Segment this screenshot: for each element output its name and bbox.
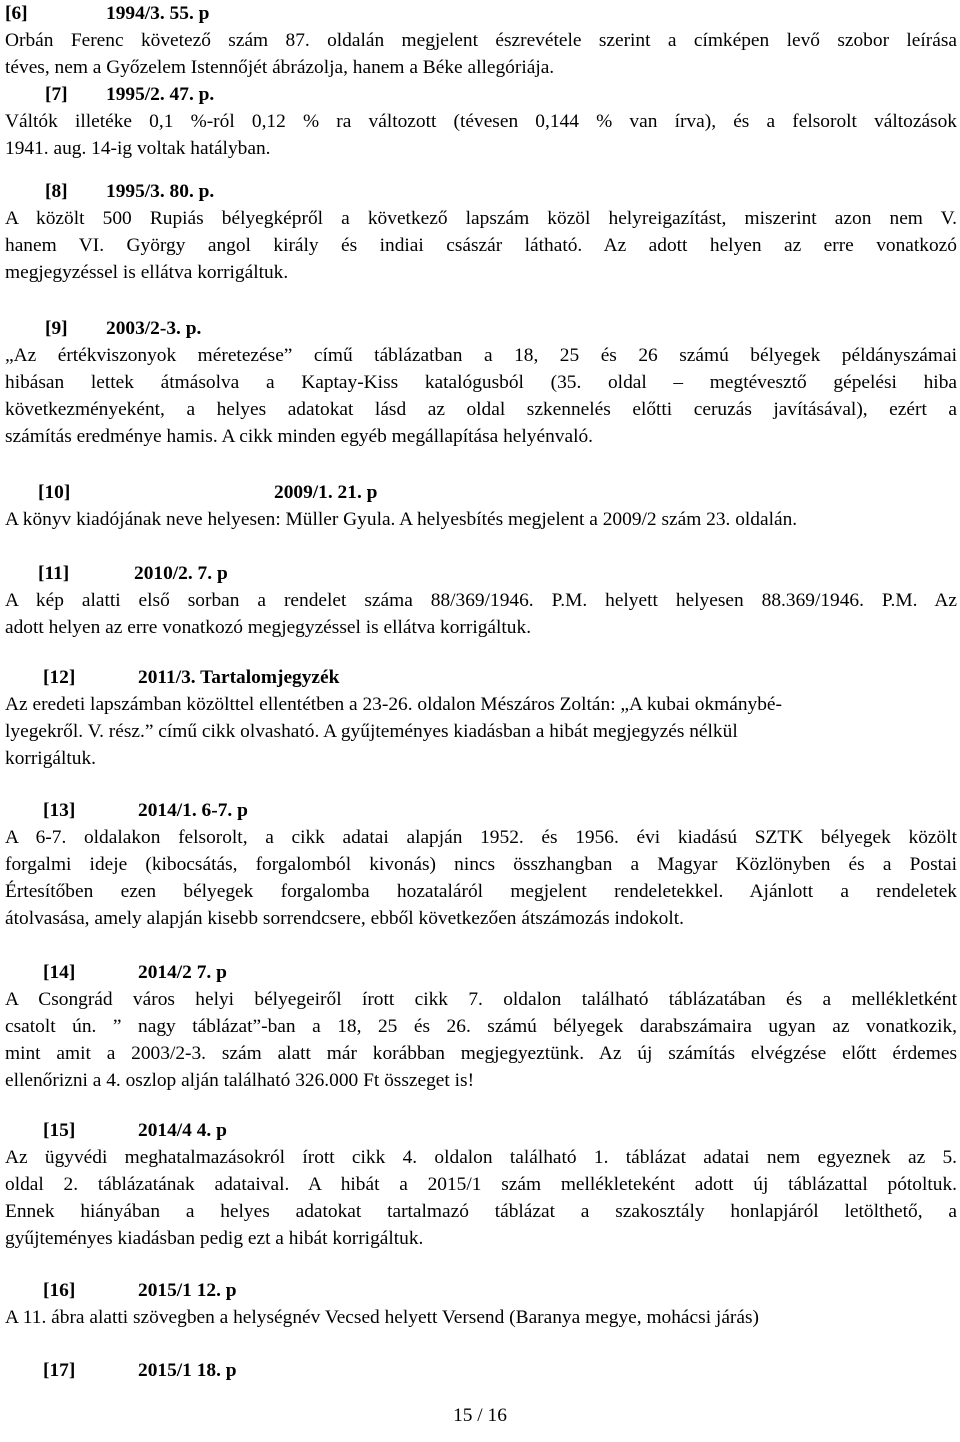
text-line: 1941. aug. 14-ig voltak hatályban.	[5, 138, 271, 159]
entry-number: [15]	[43, 1120, 76, 1141]
erratum-entry-9	[5, 315, 957, 450]
page-number: 15 / 16	[453, 1405, 507, 1426]
text-line: csatolt ún. ” nagy táblázat”-ban a 18, 25 és 26. számú bélyegek darabszámaira ugyan az vonatkozik,	[5, 1016, 957, 1037]
entry-reference: 2014/1. 6-7. p	[138, 800, 248, 821]
erratum-entry-15	[5, 1117, 957, 1252]
entry-header	[5, 1117, 957, 1144]
entry-text	[5, 27, 957, 81]
entry-text	[5, 986, 957, 1094]
text-line: Az ügyvédi meghatalmazásokról írott cikk 4. oldalon található 1. táblázat adatai nem egyeznek az 5.	[5, 1147, 957, 1168]
text-line: „Az értékviszonyok méretezése” című táblázatban a 18, 25 és 26 számú bélyegek példányszámai	[5, 345, 957, 366]
entry-reference: 2003/2-3. p.	[106, 318, 202, 339]
entry-header	[5, 959, 957, 986]
text-line: A könyv kiadójának neve helyesen: Müller Gyula. A helyesbítés megjelent a 2009/2 szám 23. oldalán.	[5, 509, 798, 530]
entry-reference: 1994/3. 55. p	[106, 3, 210, 24]
entry-text	[5, 1304, 957, 1331]
entry-text	[5, 691, 957, 772]
entry-text	[5, 587, 957, 641]
text-line: következményeként, a helyes adatokat lásd az oldal szkennelés előtti ceruzás javításával), ezért a	[5, 399, 957, 420]
entry-header	[5, 1277, 957, 1304]
text-line: forgalmi ideje (kibocsátás, forgalomból kivonás) nincs összhangban a Magyar Közlönyben és a Postai	[5, 854, 957, 875]
entry-number: [6]	[5, 3, 28, 24]
erratum-entry-13	[5, 797, 957, 932]
entry-text	[5, 108, 957, 162]
text-line: gyűjteményes kiadásban pedig ezt a hibát korrigáltuk.	[5, 1228, 424, 1249]
entry-text	[5, 506, 957, 533]
text-line: A 11. ábra alatti szövegben a helységnév Vecsed helyett Versend (Baranya megye, mohácsi járás)	[5, 1307, 759, 1328]
text-line: ellenőrizni a 4. oszlop alján található 326.000 Ft összeget is!	[5, 1070, 475, 1091]
erratum-entry-10	[5, 479, 957, 533]
text-line: Orbán Ferenc követező szám 87. oldalán megjelent észrevétele szerint a címképen levő szobor leírása	[5, 30, 957, 51]
entry-reference: 2014/2 7. p	[138, 962, 227, 983]
entry-number: [10]	[38, 482, 71, 503]
text-line: téves, nem a Győzelem Istennőjét ábrázolja, hanem a Béke allegóriája.	[5, 57, 555, 78]
text-line: megjegyzéssel is ellátva korrigáltuk.	[5, 262, 289, 283]
entry-reference: 2014/4 4. p	[138, 1120, 227, 1141]
entry-reference: 2011/3. Tartalomjegyzék	[138, 667, 340, 688]
text-line: lyegekről. V. rész.” című cikk olvasható. A gyűjteményes kiadásban a hibát megjegyzés nélkül	[5, 721, 738, 742]
entry-reference: 2009/1. 21. p	[274, 482, 378, 503]
entry-number: [17]	[43, 1360, 76, 1381]
erratum-entry-6	[5, 0, 957, 81]
entry-text	[5, 342, 957, 450]
text-line: korrigáltuk.	[5, 748, 97, 769]
entry-header	[5, 1357, 957, 1384]
erratum-entry-7	[5, 81, 957, 162]
entry-reference: 1995/2. 47. p.	[106, 84, 215, 105]
text-line: oldal 2. táblázatának adataival. A hibát a 2015/1 szám mellékleteként adott új táblázattal pótoltuk.	[5, 1174, 957, 1195]
text-line: hibásan lettek átmásolva a Kaptay-Kiss katalógusból (35. oldal – megtévesztő gépelési hiba	[5, 372, 957, 393]
entry-text	[5, 205, 957, 286]
text-line: Az eredeti lapszámban közölttel ellentétben a 23-26. oldalon Mészáros Zoltán: „A kubai okmánybé-	[5, 694, 782, 715]
text-line: A 6-7. oldalakon felsorolt, a cikk adatai alapján 1952. és 1956. évi kiadású SZTK bélyegek közölt	[5, 827, 957, 848]
text-line: A kép alatti első sorban a rendelet száma 88/369/1946. P.M. helyett helyesen 88.369/1946. P.M. Az	[5, 590, 957, 611]
text-line: A Csongrád város helyi bélyegeiről írott cikk 7. oldalon található táblázatában és a mellékletként	[5, 989, 957, 1010]
text-line: A közölt 500 Rupiás bélyegképről a következő lapszám közöl helyreigazítást, miszerint azon nem V.	[5, 208, 957, 229]
entry-reference: 2015/1 12. p	[138, 1280, 237, 1301]
entry-text	[5, 1144, 957, 1252]
text-line: mint amit a 2003/2-3. szám alatt már korábban megjegyeztünk. Az új számítás elvégzése előtt érdemes	[5, 1043, 957, 1064]
text-line: hanem VI. György angol király és indiai császár látható. Az adott helyen az erre vonatkozó	[5, 235, 957, 256]
entry-reference: 2015/1 18. p	[138, 1360, 237, 1381]
text-line: számítás eredménye hamis. A cikk minden egyéb megállapítása helyénvaló.	[5, 426, 593, 447]
erratum-entry-8	[5, 178, 957, 286]
text-line: Váltók illetéke 0,1 %-ról 0,12 % ra változott (tévesen 0,144 % van írva), és a felsorolt változások	[5, 111, 957, 132]
entry-header	[5, 664, 957, 691]
entry-text	[5, 824, 957, 932]
document-page	[5, 0, 957, 1442]
entry-number: [13]	[43, 800, 76, 821]
entry-number: [8]	[45, 181, 68, 202]
entry-header	[5, 560, 957, 587]
entry-reference: 1995/3. 80. p.	[106, 181, 215, 202]
erratum-entry-17	[5, 1357, 957, 1384]
entry-header	[5, 797, 957, 824]
entry-number: [11]	[38, 563, 70, 584]
entry-number: [9]	[45, 318, 68, 339]
erratum-entry-16	[5, 1277, 957, 1331]
erratum-entry-14	[5, 959, 957, 1094]
entry-header	[5, 0, 957, 27]
text-line: adott helyen az erre vonatkozó megjegyzéssel is ellátva korrigáltuk.	[5, 617, 532, 638]
erratum-entry-12	[5, 664, 957, 772]
text-line: Értesítőben ezen bélyegek forgalomba hozataláról megjelent rendeletekkel. Ajánlott a rendeletek	[5, 881, 957, 902]
entry-header	[5, 315, 957, 342]
entry-number: [12]	[43, 667, 76, 688]
entry-header	[5, 81, 957, 108]
entry-number: [7]	[45, 84, 68, 105]
entry-reference: 2010/2. 7. p	[134, 563, 228, 584]
entry-header	[5, 479, 957, 506]
erratum-entry-11	[5, 560, 957, 641]
entry-number: [16]	[43, 1280, 76, 1301]
text-line: átolvasása, amely alapján kisebb sorrendcsere, ebből következően átszámozás indokolt.	[5, 908, 684, 929]
text-line: Ennek hiányában a helyes adatokat tartalmazó táblázat a szakosztály honlapjáról letölthető, a	[5, 1201, 957, 1222]
entry-number: [14]	[43, 962, 76, 983]
entry-header	[5, 178, 957, 205]
